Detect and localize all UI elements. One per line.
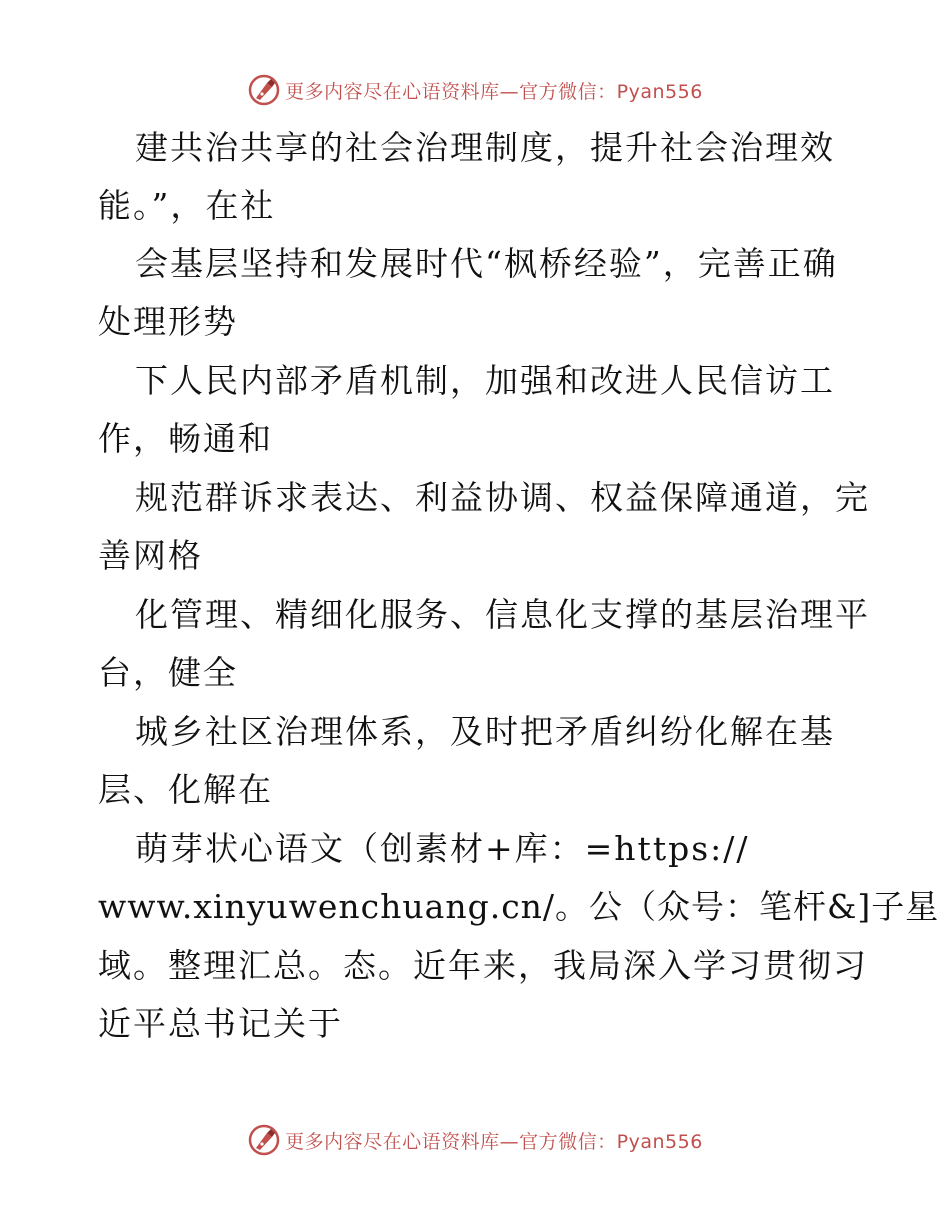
body-line: 善网格: [98, 536, 203, 575]
body-line: 萌芽状心语文（创素材+库：=https://: [135, 829, 750, 868]
body-line: 规范群诉求表达、利益协调、权益保障通道，完: [135, 478, 870, 517]
body-line: 作，畅通和: [98, 419, 273, 458]
header-banner: [0, 70, 950, 110]
body-line: 层、化解在: [98, 770, 273, 809]
body-line: 处理形势: [98, 302, 238, 341]
body-line: 城乡社区治理体系，及时把矛盾纠纷化解在基: [135, 712, 835, 751]
body-line: 域。整理汇总。态。近年来，我局深入学习贯彻习: [98, 946, 868, 985]
pen-nib-logo-icon: [247, 1123, 281, 1157]
body-line: 建共治共享的社会治理制度，提升社会治理效: [135, 128, 835, 167]
body-line: 会基层坚持和发展时代“枫桥经验”，完善正确: [135, 244, 838, 283]
pen-nib-logo-icon: [247, 73, 281, 107]
header-banner-text: 更多内容尽在心语资料库—官方微信：Pyan556: [285, 80, 703, 103]
footer-banner: [0, 1120, 950, 1160]
body-line: 下人民内部矛盾机制，加强和改进人民信访工: [135, 361, 835, 400]
body-line: 近平总书记关于: [98, 1004, 343, 1043]
footer-banner-text: 更多内容尽在心语资料库—官方微信：Pyan556: [285, 1130, 703, 1153]
body-line: 化管理、精细化服务、信息化支撑的基层治理平: [135, 595, 870, 634]
body-line: 能。”，在社: [98, 186, 276, 225]
body-line: 台，健全: [98, 653, 238, 692]
body-line: www.xinyuwenchuang.cn/。公（众号：笔杆&]子星: [98, 887, 940, 926]
